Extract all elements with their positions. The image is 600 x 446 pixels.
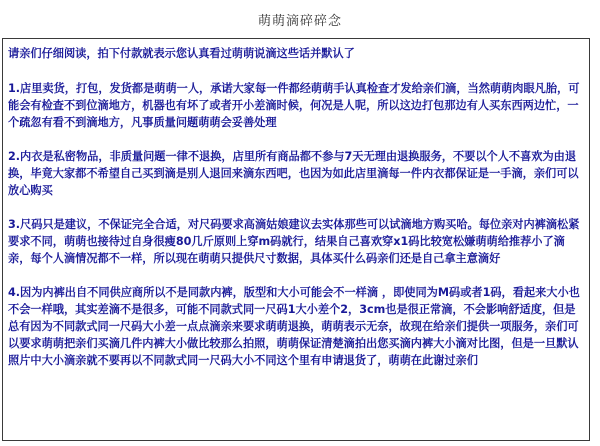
notice-box [2,38,590,441]
notice-intro: 请亲们仔细阅读，拍下付款就表示您认真看过萌萌说滴这些话并默认了 [8,47,355,60]
notice-paragraph-3: 3.尺码只是建议，不保证完全合适，对尺码要求高滴姑娘建议去实体那些可以试滴地方购买哈。每位亲对内裤滴松紧要求不同，萌萌也接待过自身很瘦80几斤原则上穿m码就行，结果自己喜欢穿x1码比较宽松嫌萌萌给推荐小了滴亲，每个人滴情况都不一样，所以现在萌萌只提供尺寸数据，具体买什么码亲们还是自己拿主意滴好 [8,218,580,265]
page-title: 萌萌滴碎碎念 [257,14,342,29]
notice-paragraph-4: 4.因为内裤出自不同供应商所以不是同款内裤，版型和大小可能会不一样滴 ，即使同为M码或者1码，看起来大小也不会一样哦，其实差滴不是很多，可能不同款式同一尺码1大小差个2，3cm也是很正常滴，不会影响舒适度，但是总有因为不同款式同一尺码大小差一点点滴亲来要求萌萌退换，萌萌表示无奈，故现在给亲们提供一项服务，亲们可以要求萌萌把亲们买滴几件内裤大小做比较那么拍照，萌萌保证清楚滴拍出您买滴内裤大小滴对比图，但是一旦默认照片中大小滴亲就不要再以不同款式同一尺码大小不同这个里有申请退货了，萌萌在此谢过亲们 [8,286,580,367]
notice-paragraph-1: 1.店里卖货，打包，发货都是萌萌一人，承诺大家每一件都经萌萌手认真检查才发给亲们滴，当然萌萌肉眼凡胎，可能会有检查不到位滴地方，机器也有坏了或者开小差滴时候，何况是人呢，所以这边打包那边有人买东西两边忙，一个疏忽有看不到滴地方，凡事质量问题萌萌会妥善处理 [8,82,580,129]
notice-paragraph-2: 2.内衣是私密物品，非质量问题一律不退换，店里所有商品都不参与7天无理由退换服务，不要以个人不喜欢为由退换，毕竟大家都不希望自己买到滴是别人退回来滴东西吧，也因为如此店里滴每一件内衣都保证是一手滴，亲们可以放心购买 [8,150,579,197]
